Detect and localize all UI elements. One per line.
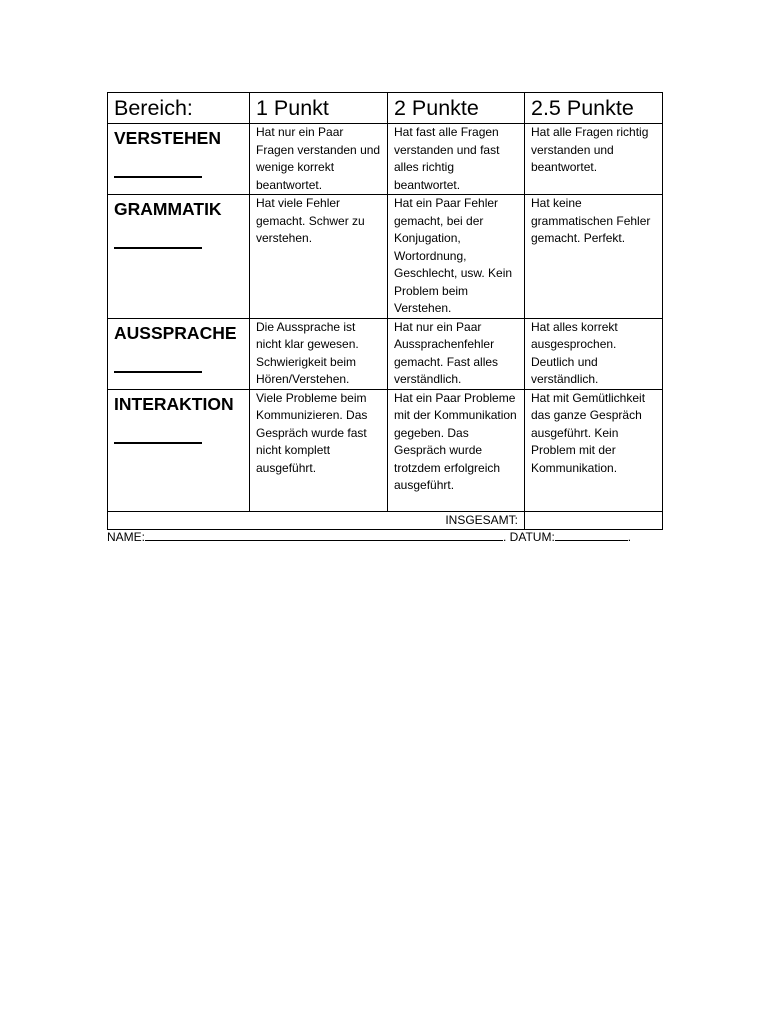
header-bereich: Bereich: [108,93,250,124]
score-blank[interactable] [114,153,202,178]
criterion-2-punkte: Hat nur ein Paar Aussprachenfehler gemacht. Fast alles verständlich. [388,318,525,389]
total-score-field[interactable] [525,511,663,529]
header-2-punkte: 2 Punkte [388,93,525,124]
score-blank[interactable] [114,348,202,373]
table-row [108,389,663,511]
category-label: VERSTEHEN [114,128,221,148]
category-cell [108,318,250,389]
category-cell [108,124,250,195]
criterion-2-5-punkte: Hat mit Gemütlichkeit das ganze Gespräch ausgeführt. Kein Problem mit der Kommunikation. [525,389,663,511]
grading-rubric-table [107,92,663,530]
date-blank[interactable] [555,529,628,541]
table-row [108,318,663,389]
category-label: AUSSPRACHE [114,322,237,343]
name-label: NAME: [107,530,146,544]
header-row [108,93,663,124]
name-blank[interactable] [145,529,503,541]
total-row [108,511,663,529]
category-label: INTERAKTION [114,393,234,414]
criterion-1-punkt: Hat viele Fehler gemacht. Schwer zu verstehen. [250,195,388,319]
score-blank[interactable] [114,419,202,444]
criterion-2-5-punkte: Hat alles korrekt ausgesprochen. Deutlich und verständlich. [525,318,663,389]
footer-line [107,529,631,545]
footer-end-punctuation: . [627,530,632,544]
category-cell [108,195,250,319]
header-1-punkt: 1 Punkt [250,93,388,124]
criterion-2-punkte: Hat ein Paar Probleme mit der Kommunikation gegeben. Das Gespräch wurde trotzdem erfolgreich ausgeführt. [388,389,525,511]
criterion-2-5-punkte: Hat alle Fragen richtig verstanden und beantwortet. [525,124,663,195]
criterion-1-punkt: Viele Probleme beim Kommunizieren. Das Gespräch wurde fast nicht komplett ausgeführt. [250,389,388,511]
table-row [108,124,663,195]
criterion-1-punkt: Die Aussprache ist nicht klar gewesen. Schwierigkeit beim Hören/Verstehen. [250,318,388,389]
category-label: GRAMMATIK [114,199,222,219]
table-row [108,195,663,319]
category-cell [108,389,250,511]
criterion-2-5-punkte: Hat keine grammatischen Fehler gemacht. Perfekt. [525,195,663,319]
header-2-5-punkte: 2.5 Punkte [525,93,663,124]
criterion-2-punkte: Hat ein Paar Fehler gemacht, bei der Konjugation, Wortordnung, Geschlecht, usw. Kein Problem beim Verstehen. [388,195,525,319]
criterion-2-punkte: Hat fast alle Fragen verstanden und fast alles richtig beantwortet. [388,124,525,195]
score-blank[interactable] [114,224,202,249]
date-label: . DATUM: [503,530,555,544]
total-label: INSGESAMT: [108,511,525,529]
criterion-1-punkt: Hat nur ein Paar Fragen verstanden und wenige korrekt beantwortet. [250,124,388,195]
